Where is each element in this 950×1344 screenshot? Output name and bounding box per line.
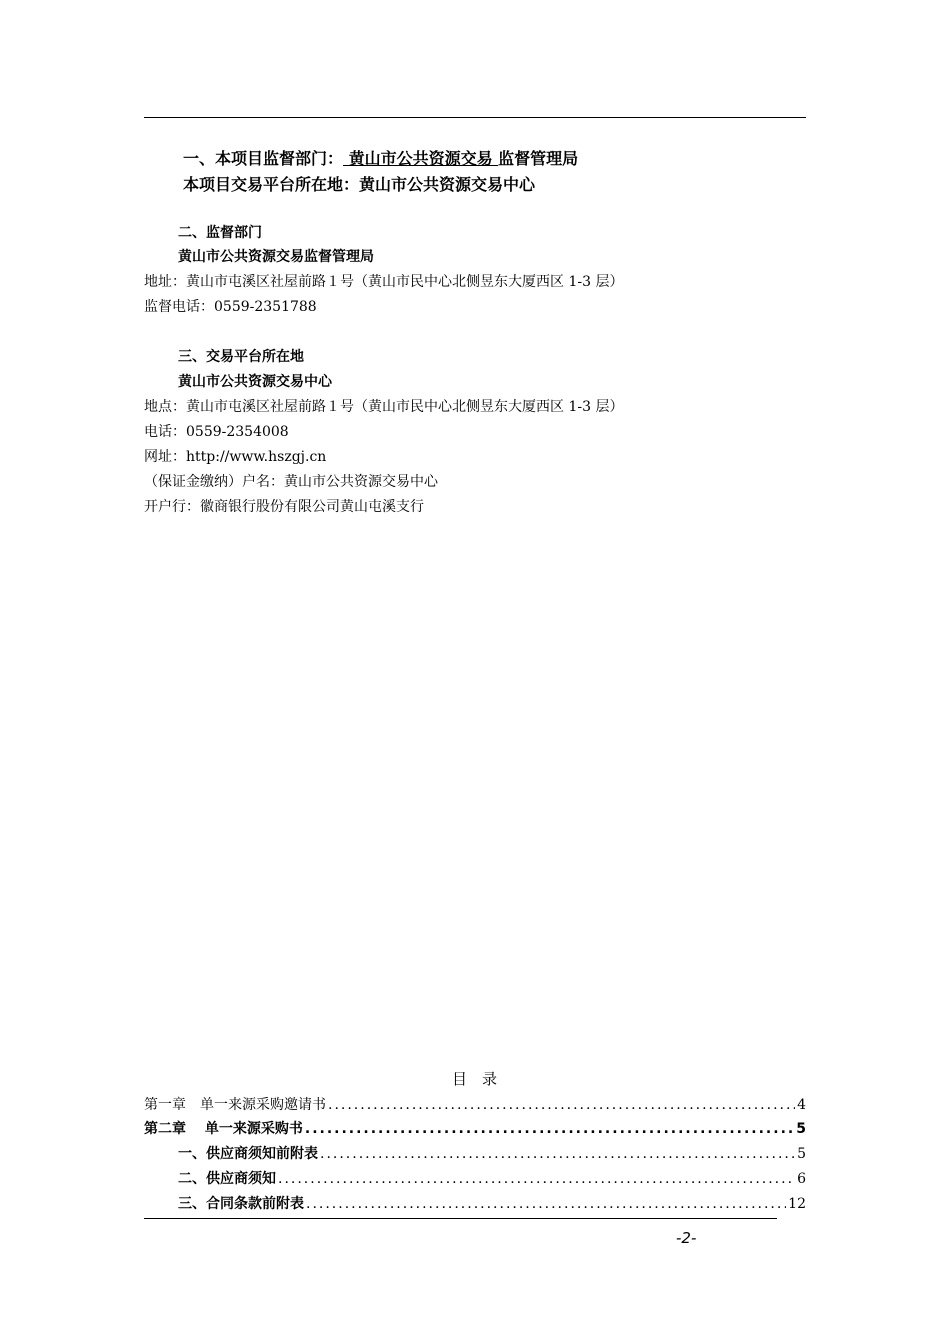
toc-item-chapter-2[interactable] [144, 1118, 806, 1138]
toc-item-page: 5 [796, 1121, 806, 1137]
toc-title: 目 录 [452, 1070, 498, 1088]
toc-item-chapter-1[interactable] [144, 1094, 806, 1114]
toc-item-supplier-notice[interactable] [178, 1168, 806, 1188]
platform-heading: 三、交易平台所在地 [178, 349, 304, 365]
supervision-org: 黄山市公共资源交易监督管理局 [178, 249, 374, 265]
platform-website: 网址：http://www.hszgj.cn [144, 449, 327, 465]
toc-item-page: 5 [797, 1146, 806, 1162]
toc-item-supplier-notice-table[interactable] [178, 1143, 806, 1163]
toc-leader-dots [305, 1121, 794, 1137]
platform-address: 地点：黄山市屯溪区社屋前路１号（黄山市民中心北侧昱东大厦西区 1-3 层） [144, 399, 624, 415]
page-number: -2- [676, 1229, 697, 1247]
section-one-underlined: 黄山市公共资源交易 [343, 149, 499, 168]
platform-account-name: （保证金缴纳）户名：黄山市公共资源交易中心 [144, 474, 438, 490]
top-rule [144, 117, 806, 118]
toc-leader-dots [320, 1146, 795, 1162]
toc-item-label: 三、合同条款前附表 [178, 1196, 304, 1212]
platform-org: 黄山市公共资源交易中心 [178, 374, 332, 390]
toc-item-label: 第二章 单一来源采购书 [144, 1121, 303, 1137]
toc-leader-dots [306, 1196, 786, 1212]
section-one-prefix: 一、本项目监督部门： [183, 149, 344, 168]
toc-item-page: 6 [797, 1171, 806, 1187]
toc-leader-dots [328, 1097, 795, 1113]
footer-rule [144, 1218, 777, 1219]
toc-item-page: 12 [788, 1196, 806, 1212]
toc-item-contract-terms-table[interactable] [178, 1193, 806, 1213]
toc-item-page: 4 [797, 1097, 806, 1113]
toc-item-label: 第一章 单一来源采购邀请书 [144, 1097, 326, 1113]
toc-item-label: 二、供应商须知 [178, 1171, 276, 1187]
section-one-title [183, 146, 578, 169]
toc-item-label: 一、供应商须知前附表 [178, 1146, 318, 1162]
platform-phone: 电话：0559-2354008 [144, 424, 289, 440]
supervision-heading: 二、监督部门 [178, 225, 262, 241]
supervision-address: 地址：黄山市屯溪区社屋前路１号（黄山市民中心北侧昱东大厦西区 1-3 层） [144, 274, 624, 290]
supervision-phone: 监督电话：0559-2351788 [144, 299, 317, 315]
toc-leader-dots [278, 1171, 795, 1187]
platform-bank: 开户行：徽商银行股份有限公司黄山屯溪支行 [144, 499, 424, 515]
section-one-suffix: 监督管理局 [498, 149, 579, 168]
platform-location-line: 本项目交易平台所在地：黄山市公共资源交易中心 [183, 175, 536, 194]
